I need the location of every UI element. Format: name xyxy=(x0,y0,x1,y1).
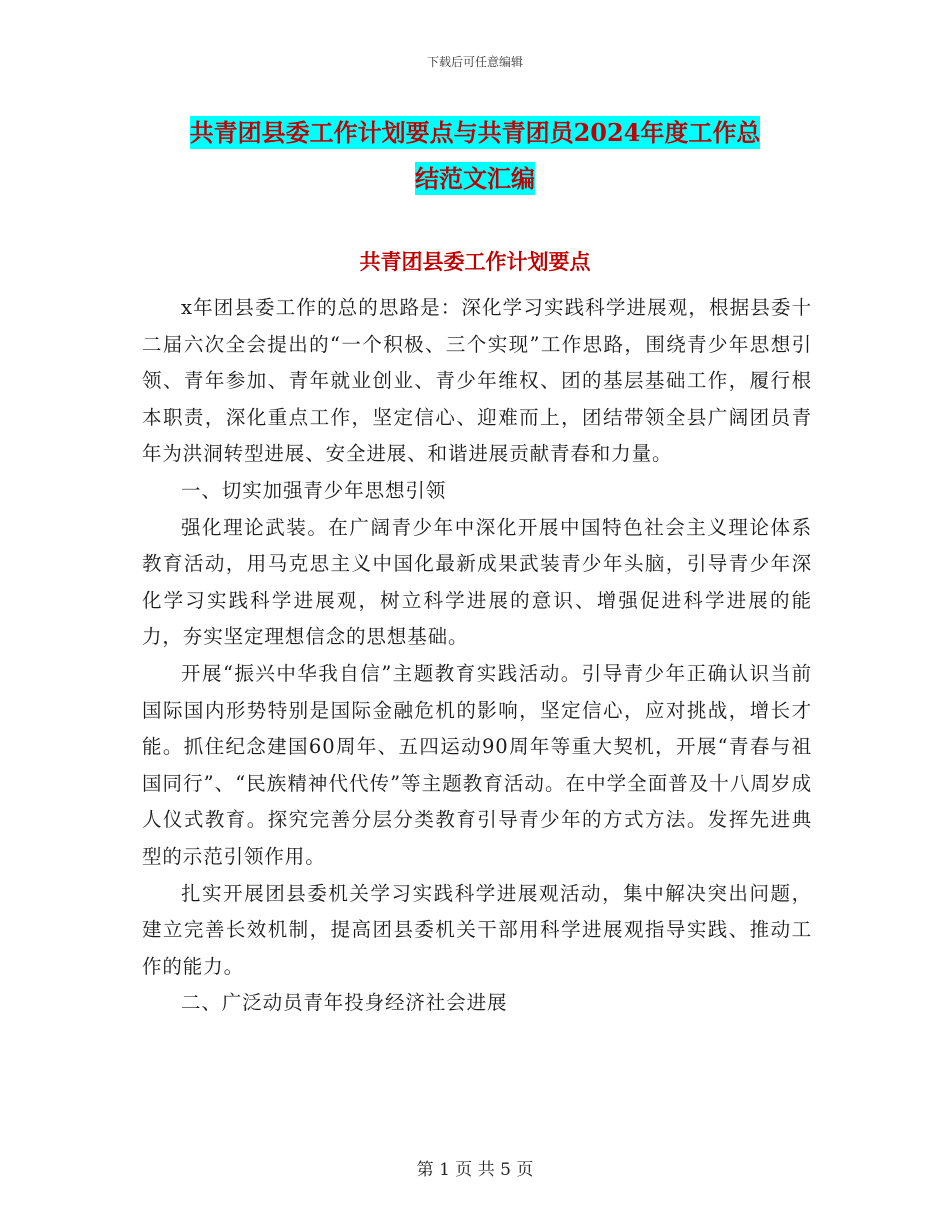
section-title: 共青团县委工作计划要点 xyxy=(359,249,591,274)
page-number-footer: 第 1 页 共 5 页 xyxy=(416,1160,534,1180)
heading-section-1: 一、切实加强青少年思想引领 xyxy=(181,478,447,502)
heading-section-2: 二、广泛动员青年投身经济社会进展 xyxy=(181,991,508,1015)
page-header-note: 下载后可任意编辑 xyxy=(426,55,523,69)
document-title-line-1: 共青团县委工作计划要点与共青团员2024年度工作总 xyxy=(189,118,761,147)
document-title xyxy=(140,110,810,202)
paragraph-practice: 扎实开展团县委机关学习实践科学进展观活动，集中解决突出问题，建立完善长效机制，提高团县委机关干部用科学进展观指导实践、推动工作的能力。 xyxy=(142,881,812,978)
document-title-line-2: 结范文汇编 xyxy=(415,164,535,193)
paragraph-education: 开展“振兴中华我自信”主题教育实践活动。引导青少年正确认识当前国际国内形势特别是国际金融危机的影响，坚定信心，应对挑战，增长才能。抓住纪念建国60周年、五四运动90周年等重大契机，开展“青春与祖国同行”、“民族精神代代传”等主题教育活动。在中学全面普及十八周岁成人仪式教育。探究完善分层分类教育引导青少年的方式方法。发挥先进典型的示范引领作用。 xyxy=(142,661,812,868)
paragraph-intro: x年团县委工作的总的思路是：深化学习实践科学进展观，根据县委十二届六次全会提出的“一个积极、三个实现”工作思路，围绕青少年思想引领、青年参加、青年就业创业、青少年维权、团的基层基础工作，履行根本职责，深化重点工作，坚定信心、迎难而上，团结带领全县广阔团员青年为洪洞转型进展、安全进展、和谐进展贡献青春和力量。 xyxy=(142,296,812,466)
paragraph-theory: 强化理论武装。在广阔青少年中深化开展中国特色社会主义理论体系教育活动，用马克思主义中国化最新成果武装青少年头脑，引导青少年深化学习实践科学进展观，树立科学进展的意识、增强促进科学进展的能力，夯实坚定理想信念的思想基础。 xyxy=(142,515,812,649)
document-body xyxy=(142,290,812,1022)
